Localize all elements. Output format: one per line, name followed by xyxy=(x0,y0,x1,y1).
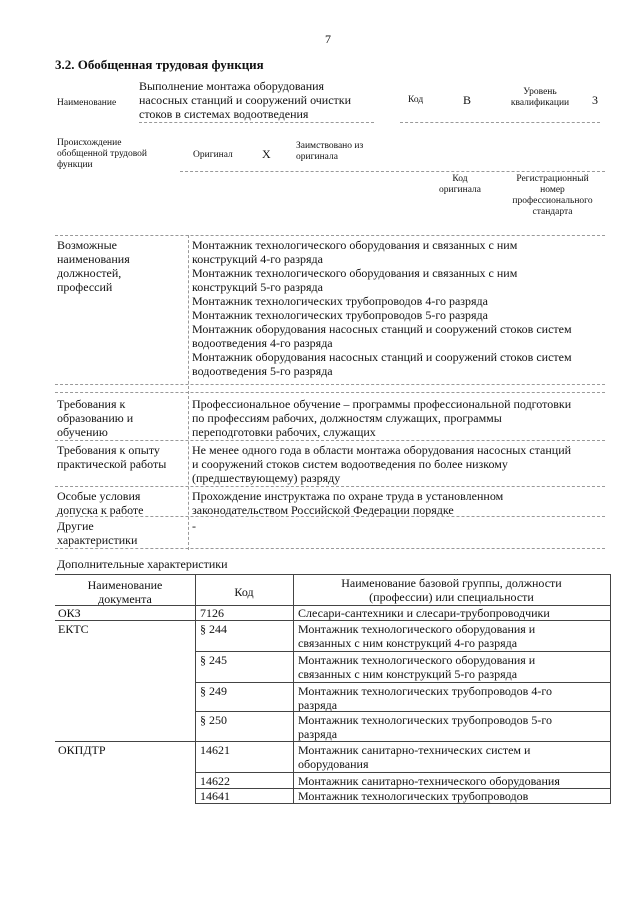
page-number: 7 xyxy=(325,32,331,46)
col-header-code: Код xyxy=(234,585,254,599)
original-label: Оригинал xyxy=(193,150,233,160)
table-row-name: Слесари-сантехники и слесари-трубопроводчики xyxy=(298,606,550,620)
prop-label-conditions: Особые условия допуска к работе xyxy=(57,489,144,517)
prop-value-other: - xyxy=(192,519,196,533)
table-row-code: 7126 xyxy=(200,606,224,620)
prop-label-positions: Возможные наименования должностей, профессий xyxy=(57,238,130,294)
table-row-code: § 244 xyxy=(200,622,227,636)
table-row-code: 14641 xyxy=(200,789,230,803)
col-header-name: Наименование базовой группы, должности (профессии) или специальности xyxy=(341,576,562,604)
section-title: 3.2. Обобщенная трудовая функция xyxy=(55,57,264,72)
prop-value-education: Профессиональное обучение – программы профессиональной подготовки по профессиям рабочих, должностям служащих, программы переподготовки рабочих, служащих xyxy=(192,397,572,439)
extra-title: Дополнительные характеристики xyxy=(57,557,228,571)
table-row-code: § 250 xyxy=(200,713,227,727)
original-mark: X xyxy=(262,147,271,161)
prop-value-experience: Не менее одного года в области монтажа оборудования насосных станций и сооружений стоков систем водоотведения по более низкому (предшествующему) разряду xyxy=(192,443,572,485)
name-value: Выполнение монтажа оборудования насосных станций и сооружений очистки стоков в системах водоотведения xyxy=(139,79,352,121)
reg-number: Регистрационный номер профессионального стандарта xyxy=(512,174,593,217)
name-label: Наименование xyxy=(57,98,117,108)
origin-label: Происхождение обобщенной трудовой функции xyxy=(57,138,147,170)
level-value: 3 xyxy=(592,93,598,107)
table-row-doc: ЕКТС xyxy=(58,622,89,636)
col-header-doc: Наименование документа xyxy=(87,578,163,606)
prop-label-experience: Требования к опыту практической работы xyxy=(57,443,167,471)
table-row-name: Монтажник технологических трубопроводов 4-го разряда xyxy=(298,684,552,712)
code-original: Код оригинала xyxy=(439,174,481,195)
table-row-code: 14621 xyxy=(200,743,230,757)
table-row-name: Монтажник технологических трубопроводов 5-го разряда xyxy=(298,713,552,741)
table-row-name: Монтажник технологических трубопроводов xyxy=(298,789,529,803)
table-row-name: Монтажник технологического оборудования и связанных с ним конструкций 5-го разряда xyxy=(298,653,536,681)
prop-label-education: Требования к образованию и обучению xyxy=(57,397,134,439)
prop-value-conditions: Прохождение инструктажа по охране труда в установленном законодательством Российской Федерации порядке xyxy=(192,489,504,517)
table-row-name: Монтажник технологического оборудования и связанных с ним конструкций 4-го разряда xyxy=(298,622,536,650)
table-row-code: § 245 xyxy=(200,653,227,667)
level-label: Уровень квалификации xyxy=(510,87,570,108)
prop-label-other: Другие характеристики xyxy=(57,519,138,547)
table-row-name: Монтажник санитарно-технических систем и оборудования xyxy=(298,743,531,771)
table-row-doc: ОКПДТР xyxy=(58,743,106,757)
table-row-code: § 249 xyxy=(200,684,227,698)
code-value: B xyxy=(463,93,472,107)
table-row-doc: ОКЗ xyxy=(58,606,81,620)
borrowed-label: Заимствовано из оригинала xyxy=(296,141,364,162)
code-label: Код xyxy=(408,95,424,105)
table-row-name: Монтажник санитарно-технического оборудования xyxy=(298,774,560,788)
prop-value-positions: Монтажник технологического оборудования и связанных с ним конструкций 4-го разряда Монтажник технологического оборудования и связанных с ним конструкций 5-го разряда Монтажник технологических трубопроводов 4-го разряда Монтажник технологических трубопроводов 5-го разряда Монтажник оборудования насосных станций и сооружений стоков систем водоотведения 4-го разряда Монтажник оборудования насосных станций и сооружений стоков систем водоотведения 5-го разряда xyxy=(192,238,572,378)
table-row-code: 14622 xyxy=(200,774,230,788)
